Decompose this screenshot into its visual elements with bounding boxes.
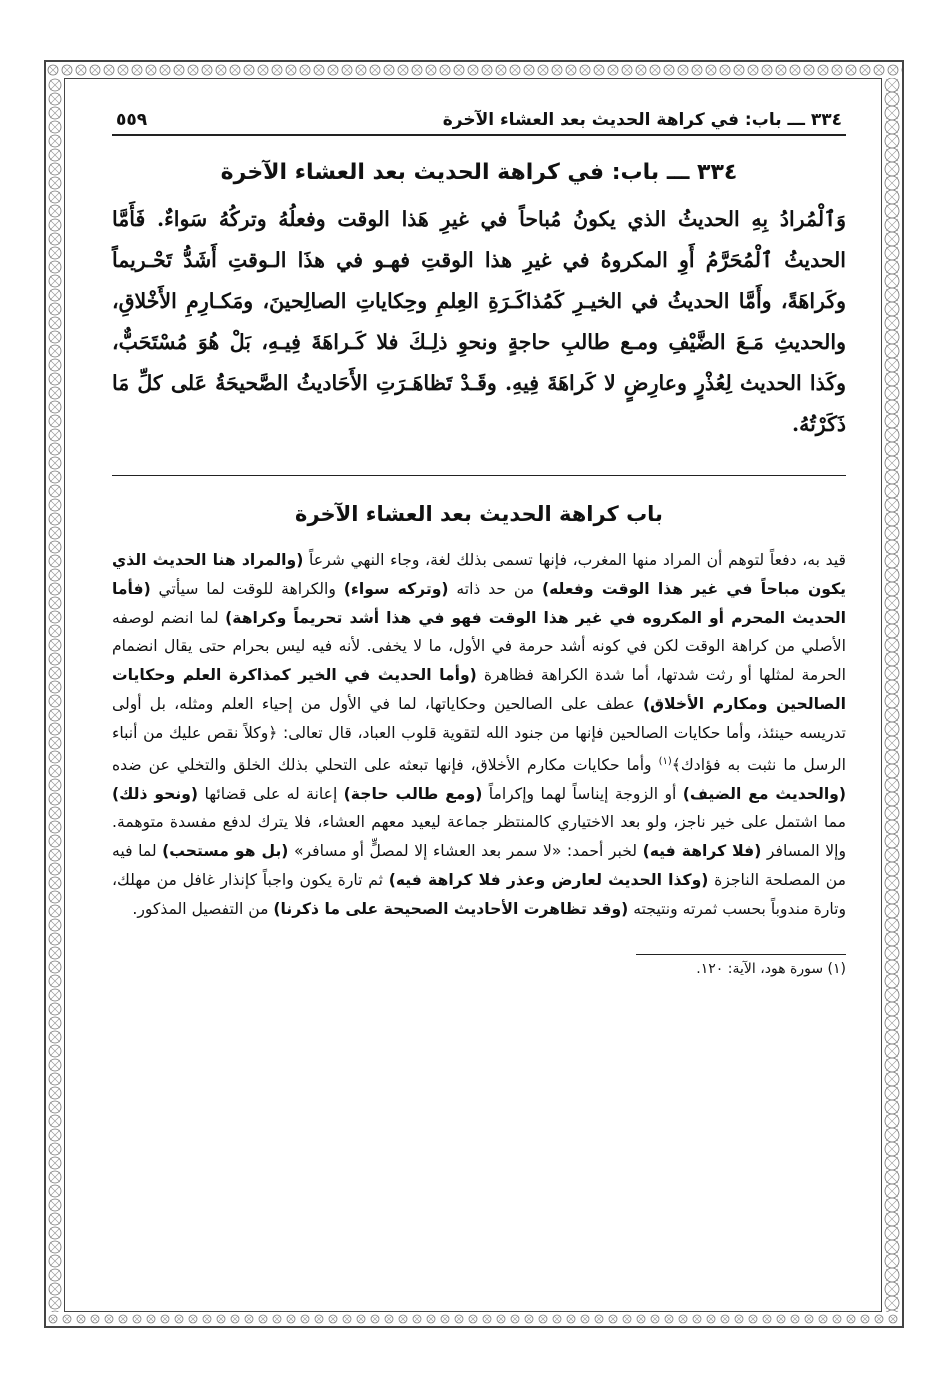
quoted-text: (وتركه سواء) [343,579,449,598]
commentary-segment: لخبر أحمد: «لا سمر بعد العشاء إلا لمصلٍّ أو مسافر» [288,842,643,861]
quoted-text: (فلا كراهة فيه) [642,842,762,861]
quoted-text: (والمراد هنا الحديث الذي يكون مباحاً في غير هذا الوقت وفعله) [112,551,846,598]
commentary-segment: من التفصيل المذكور. [132,899,274,918]
page-number: ٥٥٩ [116,110,148,130]
footnote-rule [636,954,846,955]
section-separator [112,475,846,476]
quoted-text: (بل هو مستحب) [162,842,289,861]
quoted-text: (فأما الحديث المحرم أو المكروه في غير هذا الوقت فهو في هذا أشد تحريماً وكراهة) [112,579,846,627]
commentary-title: باب كراهة الحديث بعد العشاء الآخرة [295,502,663,526]
commentary-text [112,546,846,924]
footnote-marker: (١) [658,755,672,767]
commentary-segment: لما فيه من المصلحة الناجزة [112,842,847,889]
ornament-band-top [46,62,902,78]
quoted-text: (وقد تظاهرت الأحاديث الصحيحة على ما ذكرنا) [273,899,629,918]
page-header [112,96,846,136]
quoted-text: (والحديث مع الضيف) [682,784,846,803]
running-head: ٣٣٤ ـــ باب: في كراهة الحديث بعد العشاء الآخرة [442,110,842,130]
main-text: وَٱلْمُرادُ بِهِ الحديثُ الذي يكونُ مُباحاً في غيرِ هَذا الوقت وفعلُهُ وتركُهُ سَواءٌ. فَأَمَّا الحديثُ ٱلْمُحَرَّمُ أَوِ المكروهُ في غيرِ هذا الوقتِ فهـو في هذَا الـوقتِ أَشَدُّ تَحْـريماً وكَراهَةً، وأَمَّا الحديثُ في الخيـرِ كَمُذاكَـرَةِ العِلمِ وحِكاياتِ الصالِحينَ، ومَكـارِمِ الأَخْلاقِ، والحديثِ مَـعَ الضَّيْفِ ومـع طالبِ حاجةٍ ونحوِ ذلِـكَ فلا كَـراهَةَ فِيـهِ، بَلْ هُوَ مُسْتَحَبٌّ، وكَذا الحديث لِعُذْرٍ وعارِضٍ لا كَراهَةَ فِيهِ. وقَـدْ تَظاهَـرَتِ الأَحَاديثُ الصَّحيحَةُ عَلى كلِّ مَا ذَكَرْتُهُ. [112,207,846,436]
commentary-segment: عطف على الصالحين وحكاياتها، لما في الأول من إحياء العلم ومثله، بل أولى تدريسه حينئذ، وأما حكايات الصالحين فإنها من جنود الله لتقوية قلوب العباد، قال تعالى: ﴿وكلاً نقص عليك من أنباء الرسل ما نثبت به فؤادك﴾ [112,694,846,774]
commentary-segment: وأما حكايات مكارم الأخلاق، فإنها تبعثه على التحلي بذلك الخلق والتخلي عن ضده [112,755,659,774]
quoted-text: (ومع طالب حاجة) [343,784,483,803]
quoted-text: (ونحو ذلك) [112,784,199,803]
footnote: (١) سورة هود، الآية: ١٢٠. [696,960,846,977]
quoted-text: (وأما الحديث في الخير كمذاكرة العلم وحكايات الصالحين ومكارم الأخلاق) [112,666,846,713]
commentary-segment: أو الزوجة إيناساً لهما وإكراماً [482,784,683,803]
ornament-band-bottom [46,1312,902,1326]
quoted-text: (وكذا الحديث لعارض وعذر فلا كراهة فيه) [388,870,709,889]
commentary-segment: من حد ذاته [448,579,542,598]
commentary-segment: مما اشتمل على خير ناجز، ولو بعد الاختياري كالمنتظر جماعة ليعيد معهم العشاء، فلا يترك لدفع مفسدة متوهمة. وإلا المسافر [112,813,847,861]
commentary-segment: لما انضم لوصفه الأصلي من كراهة الوقت لكن في كونه أشد حرمة في الأول، ما لا يخفى. لأنه فيه ليس بحرام حتى يقال انضمام الحرمة لمثلها أو رثت شدتها، أما شدة الكراهة فظاهرة [112,608,847,685]
ornament-band-left [46,78,64,1312]
commentary-segment: إعانة له على قضائها [198,784,344,803]
commentary-segment: ثم تارة يكون واجباً كإنذار غافل من مهلك، وتارة مندوباً بحسب ثمرته ونتيجته [112,870,846,918]
commentary-segment: قيد به، دفعاً لتوهم أن المراد منها المغرب، فإنها تسمى بذلك لغة، وجاء النهي شرعاً [303,551,846,569]
chapter-title: ٣٣٤ ـــ باب: في كراهة الحديث بعد العشاء الآخرة [220,160,738,185]
page-content [112,96,846,977]
commentary-segment: والكراهة للوقت لما سيأتي [150,579,344,598]
ornament-band-right [882,78,902,1312]
